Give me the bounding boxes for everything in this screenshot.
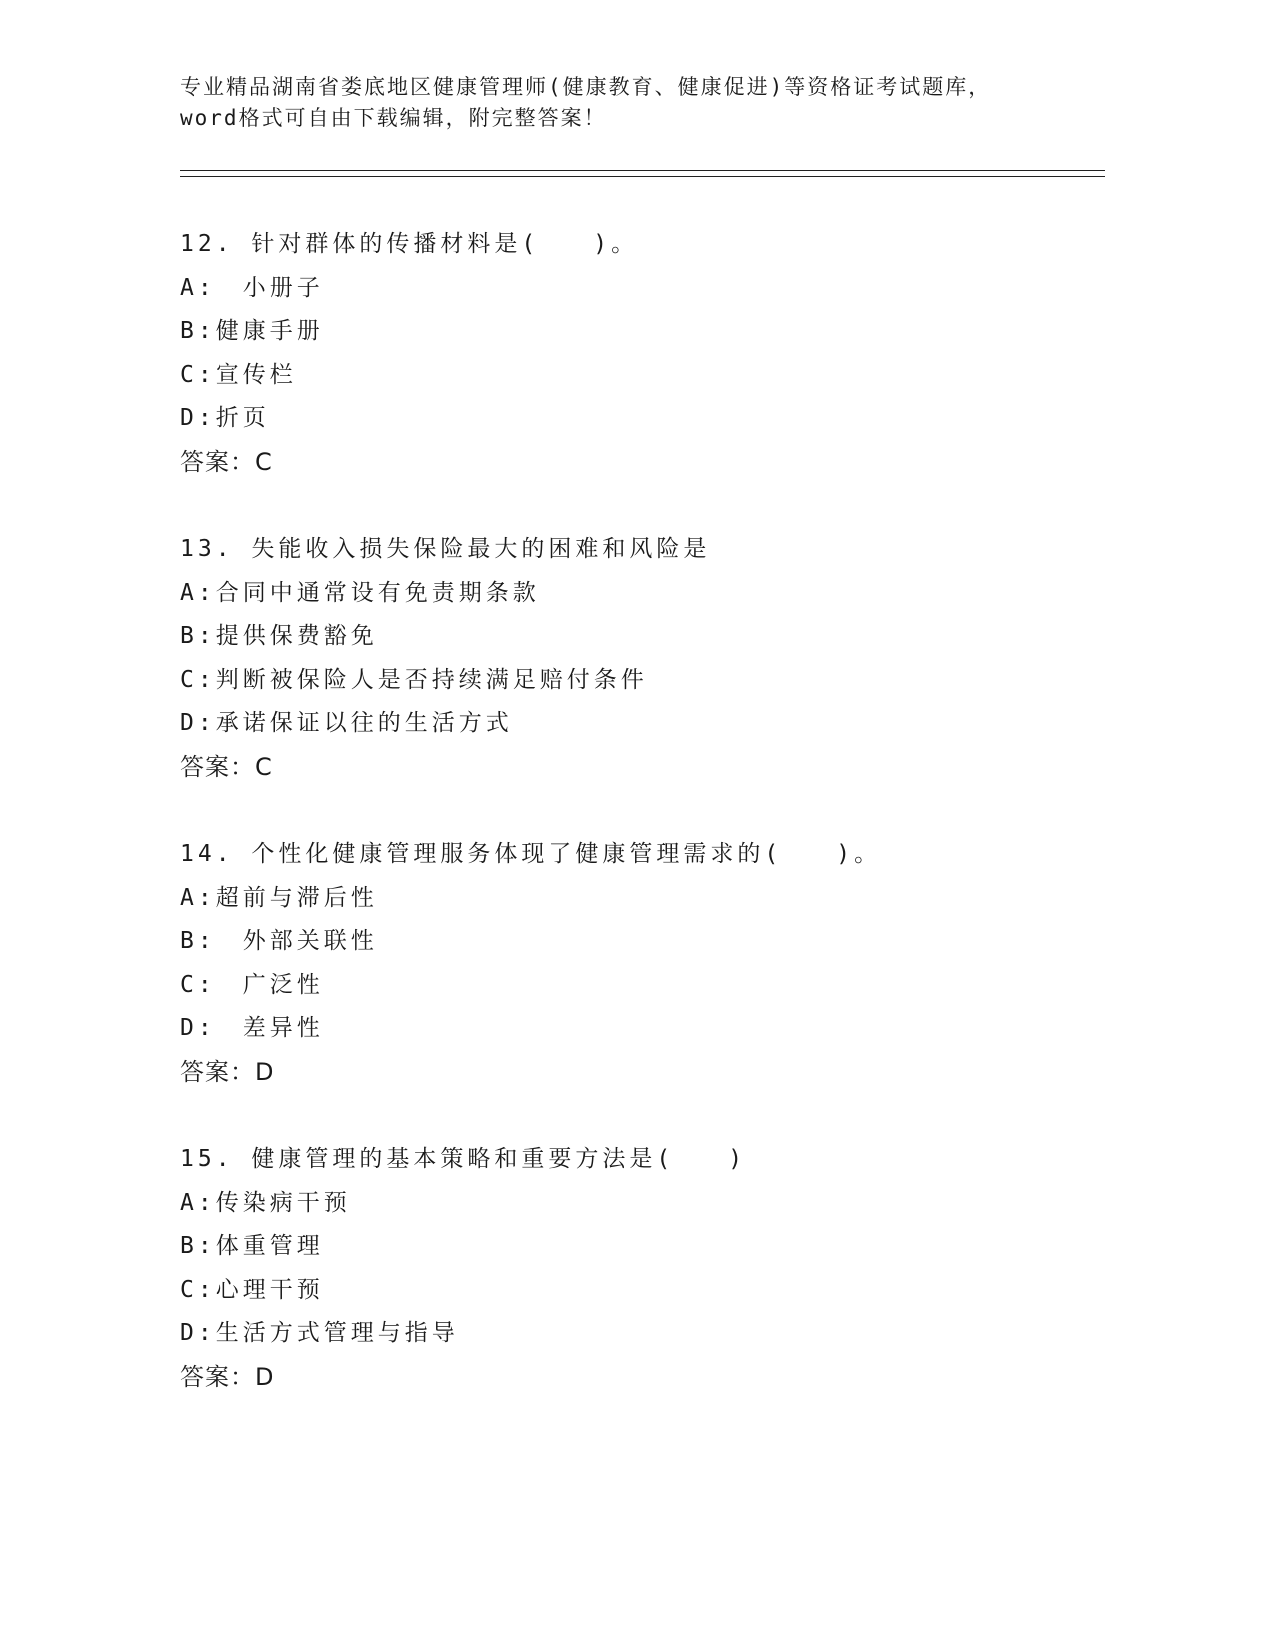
answer: 答案：D (180, 1057, 275, 1086)
option-b: B:体重管理 (180, 1233, 324, 1260)
option-d: D:承诺保证以往的生活方式 (180, 710, 513, 737)
option-a: A:传染病干预 (180, 1189, 351, 1216)
document-header (180, 72, 1120, 134)
question-stem: 12. 针对群体的传播材料是( )。 (180, 231, 639, 257)
option-b: B:健康手册 (180, 318, 324, 345)
answer: 答案：D (180, 1362, 275, 1391)
option-d: D:生活方式管理与指导 (180, 1320, 459, 1347)
option-a: A:超前与滞后性 (180, 884, 378, 911)
question-12 (180, 223, 1120, 485)
question-stem: 14. 个性化健康管理服务体现了健康管理需求的( )。 (180, 841, 882, 867)
answer: 答案：C (180, 447, 273, 476)
option-c: C: 广泛性 (180, 971, 324, 998)
header-double-rule (180, 170, 1105, 177)
option-b: B: 外部关联性 (180, 928, 378, 955)
header-line-1: 专业精品湖南省娄底地区健康管理师(健康教育、健康促进)等资格证考试题库， (180, 75, 992, 99)
option-c: C:宣传栏 (180, 361, 297, 388)
option-d: D:折页 (180, 405, 270, 432)
option-a: A: 小册子 (180, 274, 324, 301)
question-13 (180, 528, 1120, 790)
option-a: A:合同中通常设有免责期条款 (180, 579, 540, 606)
question-stem: 15. 健康管理的基本策略和重要方法是( ) (180, 1146, 747, 1172)
question-15 (180, 1138, 1120, 1400)
option-c: C:判断被保险人是否持续满足赔付条件 (180, 666, 648, 693)
option-c: C:心理干预 (180, 1276, 324, 1303)
answer: 答案：C (180, 752, 273, 781)
option-b: B:提供保费豁免 (180, 623, 378, 650)
header-line-2: word格式可自由下载编辑，附完整答案！ (180, 106, 607, 130)
question-14 (180, 833, 1120, 1095)
question-stem: 13. 失能收入损失保险最大的困难和风险是 (180, 536, 711, 562)
option-d: D: 差异性 (180, 1015, 324, 1042)
